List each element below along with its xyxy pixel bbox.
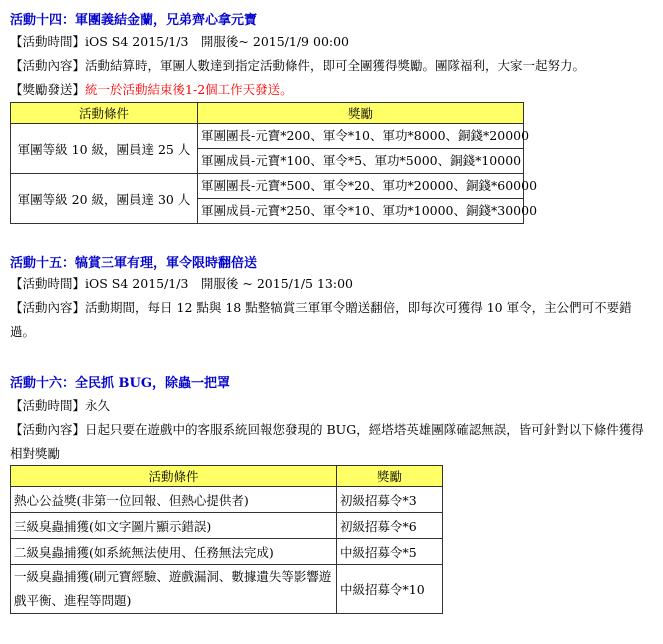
time-value: iOS S4 2015/1/3 開服後~ 2015/1/9 00:00 xyxy=(85,34,350,49)
table-row xyxy=(11,487,443,513)
table-row xyxy=(11,565,443,614)
section-14-time xyxy=(10,31,349,53)
condition-cell: 軍團等級 10 級，團員達 25 人 xyxy=(11,124,198,174)
header-reward: 獎勵 xyxy=(198,103,524,124)
reward-cell xyxy=(198,124,530,174)
section-14-content xyxy=(10,55,585,77)
table-row xyxy=(11,539,443,565)
table-header-row xyxy=(11,103,524,124)
content-value: 活動結算時，軍團人數達到指定活動條件，即可全團獲得獎勵。團隊福利，大家一起努力。 xyxy=(85,58,586,73)
section-16-time xyxy=(10,395,110,417)
condition-cell: 軍團等級 20 級，團員達 30 人 xyxy=(11,174,198,224)
table-row xyxy=(11,174,524,224)
delivery-value: 統一於活動結束後1-2個工作天發送。 xyxy=(85,82,293,97)
reward-cell: 中級招募令*5 xyxy=(337,539,443,565)
header-condition: 活動條件 xyxy=(11,466,337,487)
header-reward: 獎勵 xyxy=(337,466,443,487)
reward-member: 軍團成員-元寶*100、軍令*5、軍功*5000、銅錢*10000 xyxy=(198,148,523,173)
reward-leader: 軍團團長-元寶*200、軍令*10、軍功*8000、銅錢*20000 xyxy=(201,128,530,143)
section-14-reward-table xyxy=(10,102,538,224)
header-condition: 活動條件 xyxy=(11,103,198,124)
section-16-title: 活動十六：全民抓 BUG，除蟲一把罩 xyxy=(10,376,230,391)
table-header-row xyxy=(11,466,443,487)
section-15-time xyxy=(10,273,353,295)
time-value: 永久 xyxy=(85,398,111,413)
section-15-title: 活動十五：犒賞三軍有理，軍令限時翻倍送 xyxy=(10,256,258,271)
condition-cell: 熱心公益獎(非第一位回報、但熱心提供者) xyxy=(11,487,337,513)
reward-cell: 初級招募令*6 xyxy=(337,513,443,539)
content-label: 【活動內容】 xyxy=(10,422,86,437)
section-16-reward-table xyxy=(10,465,443,614)
content-value: 活動期間，每日 12 點與 18 點整犒賞三軍軍令贈送翻倍，即每次可獲得 10 軍令，主公們可不要錯過。 xyxy=(10,300,632,339)
section-14-delivery xyxy=(10,79,293,101)
content-label: 【活動內容】 xyxy=(10,58,86,73)
condition-cell: 二級臭蟲捕獲(如系統無法使用、任務無法完成) xyxy=(11,539,337,565)
section-15-content xyxy=(10,296,655,344)
reward-cell: 初級招募令*3 xyxy=(337,487,443,513)
reward-cell: 中級招募令*10 xyxy=(337,565,443,614)
time-value: iOS S4 2015/1/3 開服後 ~ 2015/1/5 13:00 xyxy=(85,276,353,291)
reward-leader: 軍團團長-元寶*500、軍令*20、軍功*20000、銅錢*60000 xyxy=(201,178,538,193)
condition-cell: 一級臭蟲捕獲(刷元寶經驗、遊戲漏洞、數據遺失等影響遊戲平衡、進程等問題) xyxy=(11,565,337,614)
section-14-title: 活動十四：軍團義結金蘭，兄弟齊心拿元寶 xyxy=(10,13,258,28)
table-row xyxy=(11,124,524,174)
time-label: 【活動時間】 xyxy=(10,34,86,49)
reward-member: 軍團成員-元寶*250、軍令*10、軍功*10000、銅錢*30000 xyxy=(198,198,523,223)
table-row xyxy=(11,513,443,539)
delivery-label: 【獎勵發送】 xyxy=(10,82,86,97)
time-label: 【活動時間】 xyxy=(10,398,86,413)
content-label: 【活動內容】 xyxy=(10,300,86,315)
content-value: 日起只要在遊戲中的客服系統回報您發現的 BUG，經塔塔英雄團隊確認無誤，皆可針對以下條件獲得相對獎勵 xyxy=(10,422,644,461)
condition-cell: 三級臭蟲捕獲(如文字圖片顯示錯誤) xyxy=(11,513,337,539)
section-16-content xyxy=(10,418,655,466)
time-label: 【活動時間】 xyxy=(10,276,86,291)
reward-cell xyxy=(198,174,538,224)
